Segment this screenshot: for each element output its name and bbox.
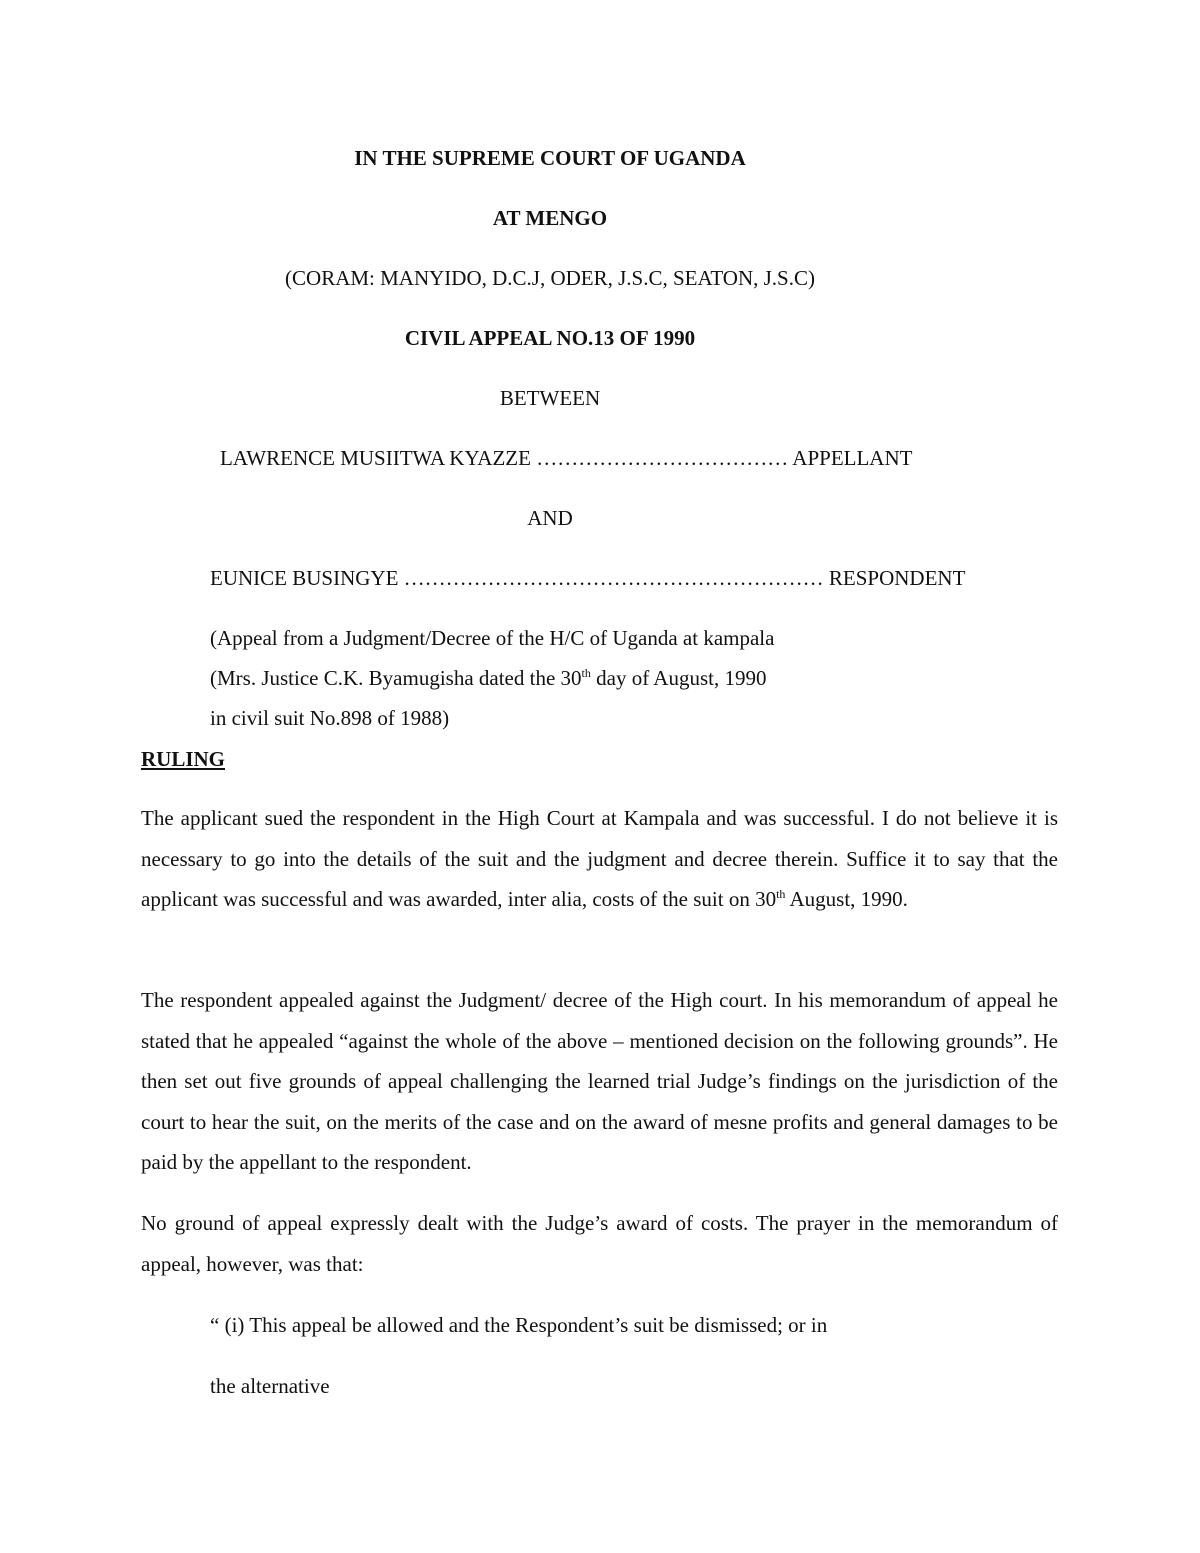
respondent-name: EUNICE BUSINGYE [210, 566, 399, 590]
quote-line-2: the alternative [210, 1374, 330, 1398]
quote-line-1: “ (i) This appeal be allowed and the Respondent’s suit be dismissed; or in [210, 1313, 828, 1337]
and-label: AND [527, 506, 573, 530]
ruling-paragraph-1 [141, 798, 1058, 920]
ruling-paragraph-2: The respondent appealed against the Judgment/ decree of the High court. In his memorandum of appeal he stated that he appealed “against the whole of the above – mentioned decision on the following grounds”. He then set out five grounds of appeal challenging the learned trial Judge’s findings on the jurisdiction of the court to hear the suit, on the merits of the case and on the award of mesne profits and general damages to be paid by the appellant to the respondent. [141, 988, 1058, 1174]
appeal-from-line-3: in civil suit No.898 of 1988) [210, 706, 450, 730]
between-label: BETWEEN [499, 386, 601, 410]
ruling-heading: RULING [141, 747, 226, 771]
court-location: AT MENGO [492, 206, 608, 230]
ordinal-suffix: th [776, 887, 786, 901]
appellant-role: APPELLANT [792, 446, 913, 470]
appeal-from-line-2-rest: day of August, 1990 [590, 666, 767, 690]
ordinal-suffix: th [581, 666, 591, 680]
appeal-from-line-2-text: (Mrs. Justice C.K. Byamugisha dated the 30 [210, 666, 582, 690]
respondent-line [210, 568, 965, 589]
case-number: CIVIL APPEAL NO.13 OF 1990 [404, 326, 696, 350]
respondent-role: RESPONDENT [828, 566, 966, 590]
paragraph-1-end: August, 1990. [785, 887, 908, 911]
ruling-paragraph-3: No ground of appeal expressly dealt with the Judge’s award of costs. The prayer in the memorandum of appeal, however, was that: [141, 1211, 1058, 1276]
coram-line: (CORAM: MANYIDO, D.C.J, ODER, J.S.C, SEATON, J.S.C) [285, 266, 815, 290]
appeal-from-line-2 [210, 668, 766, 689]
appellant-dots: ……………………………… [536, 446, 789, 470]
respondent-dots: …………………………………………………… [403, 566, 824, 590]
paragraph-1-text: The applicant sued the respondent in the High Court at Kampala and was successful. I do not believe it is necessary to go into the details of the suit and the judgment and decree therein. Suffice it to say that the applicant was successful and was awarded, inter alia, costs of the suit on 30 [141, 806, 1058, 911]
appellant-line [220, 448, 912, 469]
appellant-name: LAWRENCE MUSIITWA KYAZZE [220, 446, 531, 470]
appeal-from-line-1: (Appeal from a Judgment/Decree of the H/C of Uganda at kampala [210, 626, 775, 650]
court-title: IN THE SUPREME COURT OF UGANDA [354, 146, 746, 170]
